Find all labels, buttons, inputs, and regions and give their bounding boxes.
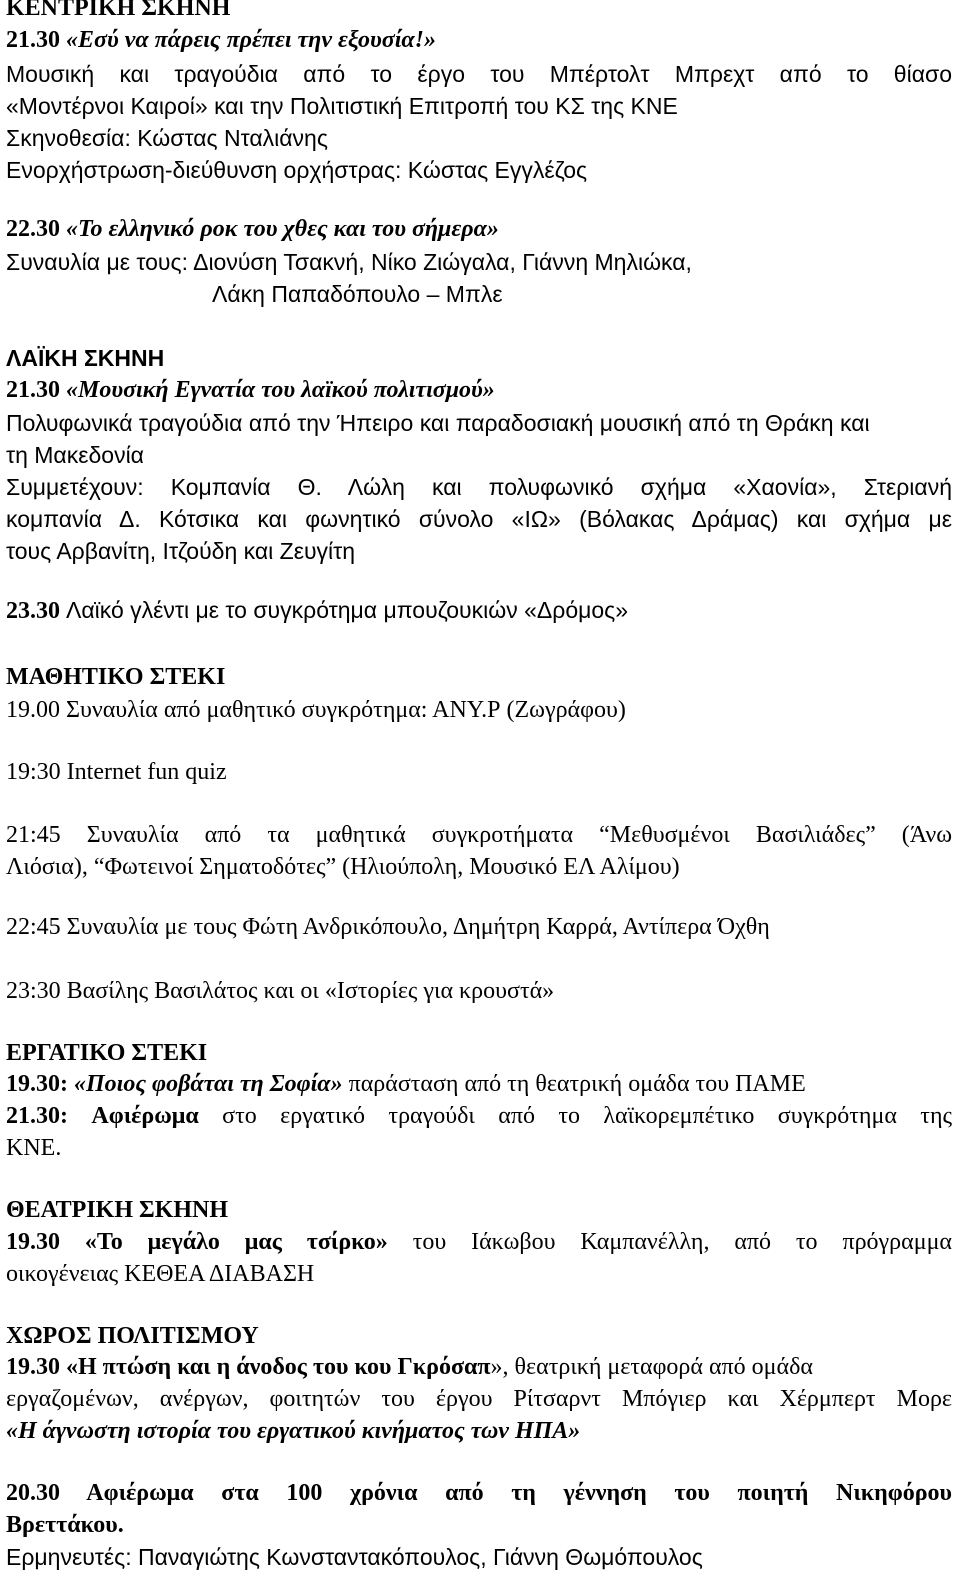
event-description: Συναυλία με τους: Διονύση Τσακνή, Νίκο Ζιώγαλα, Γιάννη Μηλιώκα, [6, 249, 692, 275]
event-title: «Η άγνωστη ιστορία του εργατικού κινήματος των ΗΠΑ» [6, 1418, 581, 1444]
event-line [6, 213, 499, 245]
event-time: 21.30 [6, 377, 60, 403]
section-heading-choros: ΧΩΡΟΣ ΠΟΛΙΤΙΣΜΟΥ [6, 1323, 259, 1349]
event-line [6, 594, 628, 627]
event-description: τη Μακεδονία [6, 442, 144, 468]
event-title: 20.30 Αφιέρωμα στα 100 χρόνια από τη γέννηση του ποιητή Νικηφόρου [6, 1480, 952, 1506]
event-description: Ερμηνευτές: Παναγιώτης Κωνσταντακόπουλος, Γιάννη Θωμόπουλος [6, 1544, 703, 1570]
event-line [6, 1351, 813, 1383]
event-description: του Ιάκωβου Καμπανέλλη, από το πρόγραμμα [412, 1229, 953, 1255]
event-title: «Η πτώση και η άνοδος του κου Γκρόσαπ [66, 1354, 491, 1380]
event-line: 19:30 Internet fun quiz [6, 759, 227, 785]
event-description: Ενορχήστρωση-διεύθυνση ορχήστρας: Κώστας Εγγλέζος [6, 157, 588, 183]
event-title: «Ποιος φοβάται τη Σοφία» [74, 1071, 343, 1097]
event-description: Μουσική και τραγούδια από το έργο του Μπέρτολτ Μπρεχτ από το θίασο [6, 61, 952, 87]
event-time: 22.30 [6, 216, 60, 242]
event-description: οικογένειας ΚΕΘΕΑ ΔΙΑΒΑΣΗ [6, 1261, 315, 1287]
event-description: Λαϊκό γλέντι με το συγκρότημα μπουζουκιών «Δρόμος» [66, 597, 629, 623]
event-line [6, 1226, 952, 1258]
event-title: «Μουσική Εγνατία του λαϊκού πολιτισμού» [66, 377, 495, 403]
event-line [6, 1100, 952, 1132]
event-title: «Το ελληνικό ροκ του χθες και του σήμερα» [66, 216, 499, 242]
section-heading-mathitiko: ΜΑΘΗΤΙΚΟ ΣΤΕΚΙ [6, 664, 226, 690]
event-line: 23:30 Βασίλης Βασιλάτος και οι «Ιστορίες για κρουστά» [6, 978, 555, 1004]
event-title: «Το μεγάλο μας τσίρκο» [84, 1229, 388, 1255]
event-description: κομπανία Δ. Κότσικα και φωνητικό σύνολο «ΙΩ» (Βόλακας Δράμας) και σχήμα με [6, 506, 952, 532]
event-time: 21.30: [6, 1103, 68, 1129]
event-description: τους Αρβανίτη, Ιτζούδη και Ζευγίτη [6, 538, 356, 564]
event-description: στο εργατικό τραγούδι από το λαϊκορεμπέτικο συγκρότημα της [222, 1103, 953, 1129]
event-description: », θεατρική μεταφορά από ομάδα [490, 1354, 813, 1380]
event-description: ΚΝΕ. [6, 1135, 62, 1161]
event-title: Αφιέρωμα [91, 1103, 199, 1129]
event-title: «Εσύ να πάρεις πρέπει την εξουσία!» [66, 27, 436, 53]
event-description: παράσταση από τη θεατρική ομάδα του ΠΑΜΕ [348, 1071, 806, 1097]
event-description: Συμμετέχουν: Κομπανία Θ. Λώλη και πολυφωνικό σχήμα «Χαονία», Στεριανή [6, 474, 952, 500]
event-time: 19.30 [6, 1229, 60, 1255]
event-description: Λάκη Παπαδόπουλο – Μπλε [212, 281, 503, 307]
event-line [6, 374, 495, 406]
event-line: 22:45 Συναυλία με τους Φώτη Ανδρικόπουλο, Δημήτρη Καρρά, Αντίπερα Όχθη [6, 914, 770, 940]
event-line: 19.00 Συναυλία από μαθητικό συγκρότημα: ΑΝΥ.Ρ (Ζωγράφου) [6, 697, 626, 723]
event-line [6, 24, 436, 56]
event-description: εργαζομένων, ανέργων, φοιτητών του έργου Ρίτσαρντ Μπόγιερ και Χέρμπερτ Μορε [6, 1386, 952, 1412]
event-title: Βρεττάκου. [6, 1512, 124, 1538]
event-description: «Μοντέρνοι Καιροί» και την Πολιτιστική Επιτροπή του ΚΣ της ΚΝΕ [6, 93, 678, 119]
event-line: Λιόσια), “Φωτεινοί Σηματοδότες” (Ηλιούπολη, Μουσικό ΕΛ Αλίμου) [6, 854, 680, 880]
event-time: 21.30 [6, 27, 60, 53]
event-time: 19.30 [6, 1354, 60, 1380]
event-description: Σκηνοθεσία: Κώστας Νταλιάνης [6, 125, 328, 151]
section-heading-ergatiko: ΕΡΓΑΤΙΚΟ ΣΤΕΚΙ [6, 1040, 208, 1066]
event-time: 23.30 [6, 598, 60, 624]
section-heading-laiki: ΛΑΪΚΗ ΣΚΗΝΗ [6, 345, 165, 371]
event-description: Πολυφωνικά τραγούδια από την Ήπειρο και παραδοσιακή μουσική από τη Θράκη και [6, 410, 870, 436]
event-time: 19.30: [6, 1071, 68, 1097]
section-heading-kentriki: ΚΕΝΤΡΙΚΗ ΣΚΗΝΗ [6, 0, 231, 21]
section-heading-theatriki: ΘΕΑΤΡΙΚΗ ΣΚΗΝΗ [6, 1197, 229, 1223]
event-line [6, 1068, 806, 1100]
event-line: 21:45 Συναυλία από τα μαθητικά συγκροτήματα “Μεθυσμένοι Βασιλιάδες” (Άνω [6, 822, 952, 848]
